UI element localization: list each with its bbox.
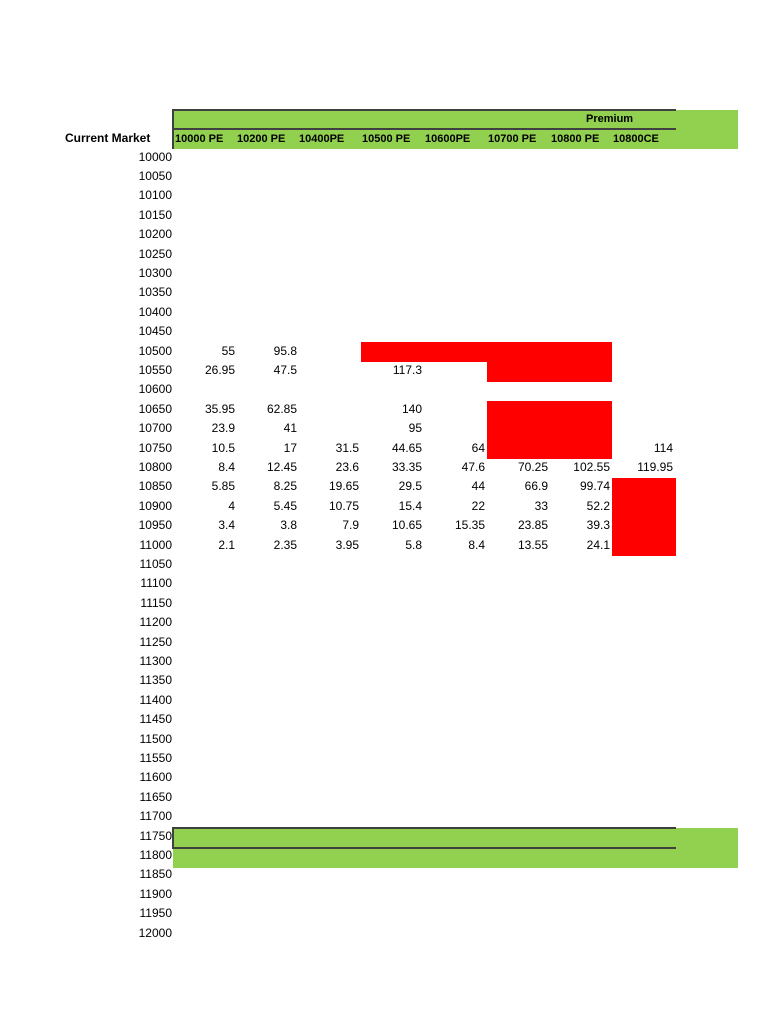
- highlight-block: [487, 362, 612, 382]
- strike-label: 10400: [138, 304, 172, 319]
- premium-cell: 29.5: [398, 479, 422, 494]
- strike-label: 11550: [139, 750, 172, 765]
- strike-label: 10650: [138, 401, 172, 416]
- premium-cell: 117.3: [392, 362, 422, 377]
- highlight-block: [487, 401, 612, 459]
- strike-label: 10500: [138, 343, 172, 358]
- strike-label: 11050: [139, 556, 172, 571]
- strike-label: 11150: [140, 595, 172, 610]
- premium-cell: 55: [221, 343, 235, 358]
- premium-cell: 4: [228, 498, 235, 513]
- premium-cell: 17: [283, 440, 297, 455]
- strike-label: 10950: [138, 518, 172, 533]
- strike-label: 11400: [139, 692, 172, 707]
- strike-label: 11750: [139, 828, 172, 843]
- strike-label: 11350: [139, 673, 172, 688]
- premium-cell: 44.65: [391, 440, 422, 455]
- premium-cell: 44: [471, 479, 485, 494]
- highlight-block: [361, 342, 612, 362]
- footer-mid-border: [172, 847, 676, 849]
- premium-cell: 31.5: [335, 440, 359, 455]
- column-header-10500pe: 10500 PE: [362, 133, 411, 145]
- premium-cell: 10.5: [211, 440, 235, 455]
- premium-cell: 7.9: [342, 518, 359, 533]
- premium-cell: 8.4: [218, 459, 235, 474]
- premium-cell: 95.8: [273, 343, 297, 358]
- premium-label: Premium: [586, 113, 634, 125]
- premium-cell: 5.8: [405, 537, 422, 552]
- footer-left-border: [172, 827, 174, 849]
- header-left-border: [172, 109, 174, 149]
- premium-cell: 47.5: [273, 362, 297, 377]
- premium-cell: 102.55: [573, 459, 610, 474]
- premium-cell: 23.6: [335, 459, 359, 474]
- strike-label: 10450: [138, 324, 172, 339]
- column-header-10400pe: 10400PE: [299, 133, 345, 145]
- strike-label: 10900: [138, 498, 172, 513]
- strike-label: 11600: [139, 770, 172, 785]
- premium-cell: 5.45: [273, 498, 297, 513]
- premium-cell: 3.4: [218, 518, 235, 533]
- premium-cell: 114: [653, 440, 673, 455]
- premium-cell: 70.25: [517, 459, 548, 474]
- premium-cell: 2.35: [273, 537, 297, 552]
- highlight-block: [612, 478, 676, 556]
- premium-cell: 10.75: [328, 498, 359, 513]
- premium-cell: 22: [471, 498, 485, 513]
- footer-top-border: [172, 827, 676, 829]
- premium-cell: 35.95: [204, 401, 235, 416]
- premium-cell: 47.6: [461, 459, 485, 474]
- premium-cell: 24.1: [586, 537, 610, 552]
- premium-cell: 19.65: [328, 479, 359, 494]
- strike-label: 10350: [138, 285, 172, 300]
- premium-cell: 66.9: [524, 479, 548, 494]
- premium-cell: 8.4: [468, 537, 485, 552]
- premium-cell: 23.85: [517, 518, 548, 533]
- strike-label: 10100: [138, 188, 172, 203]
- strike-label: 10000: [138, 149, 172, 164]
- premium-cell: 5.85: [211, 479, 235, 494]
- premium-cell: 15.35: [454, 518, 485, 533]
- premium-cell: 8.25: [273, 479, 297, 494]
- premium-cell: 26.95: [204, 362, 235, 377]
- strike-label: 11250: [139, 634, 172, 649]
- strike-label: 10200: [138, 227, 172, 242]
- strike-label: 10550: [138, 362, 172, 377]
- premium-cell: 95: [408, 421, 422, 436]
- premium-cell: 41: [283, 421, 297, 436]
- column-header-10800pe: 10800 PE: [551, 133, 600, 145]
- strike-label: 11650: [139, 789, 172, 804]
- strike-label: 11850: [139, 867, 172, 882]
- premium-cell: 13.55: [517, 537, 548, 552]
- premium-cell: 12.45: [266, 459, 297, 474]
- strike-label: 10700: [138, 421, 172, 436]
- column-header-10600pe: 10600PE: [425, 133, 471, 145]
- strike-label: 10600: [138, 382, 172, 397]
- premium-cell: 15.4: [398, 498, 422, 513]
- strike-label: 11950: [139, 906, 172, 921]
- strike-label: 11200: [139, 615, 172, 630]
- premium-cell: 99.74: [579, 479, 610, 494]
- strike-label: 11500: [139, 731, 172, 746]
- premium-cell: 3.8: [280, 518, 297, 533]
- premium-cell: 23.9: [211, 421, 235, 436]
- strike-label: 11100: [140, 576, 172, 591]
- strike-label: 12000: [138, 925, 172, 940]
- strike-label: 11000: [139, 537, 172, 552]
- premium-cell: 33: [534, 498, 548, 513]
- column-header-10700pe: 10700 PE: [488, 133, 537, 145]
- strike-label: 10850: [138, 479, 172, 494]
- premium-cell: 39.3: [586, 518, 610, 533]
- strike-label: 10750: [138, 440, 172, 455]
- strike-label: 11900: [139, 886, 172, 901]
- premium-cell: 2.1: [218, 537, 235, 552]
- premium-cell: 3.95: [335, 537, 359, 552]
- strike-label: 10150: [138, 207, 172, 222]
- strike-label: 11300: [139, 653, 172, 668]
- strike-label: 11700: [139, 809, 172, 824]
- strike-label: 10300: [138, 265, 172, 280]
- strike-label: 11450: [139, 712, 172, 727]
- premium-cell: 62.85: [266, 401, 297, 416]
- strike-label: 10050: [138, 168, 172, 183]
- premium-cell: 140: [401, 401, 422, 416]
- strike-label: 11800: [139, 847, 172, 862]
- column-header-10800ce: 10800CE: [613, 133, 659, 145]
- strike-label: 10250: [138, 246, 172, 261]
- premium-cell: 64: [471, 440, 485, 455]
- current-market-label: Current Market: [65, 131, 151, 145]
- column-header-10000pe: 10000 PE: [175, 133, 224, 145]
- premium-cell: 33.35: [391, 459, 422, 474]
- premium-cell: 10.65: [391, 518, 422, 533]
- premium-cell: 52.2: [586, 498, 610, 513]
- strike-label: 10800: [138, 459, 172, 474]
- premium-cell: 119.95: [637, 459, 673, 474]
- column-header-10200pe: 10200 PE: [237, 133, 286, 145]
